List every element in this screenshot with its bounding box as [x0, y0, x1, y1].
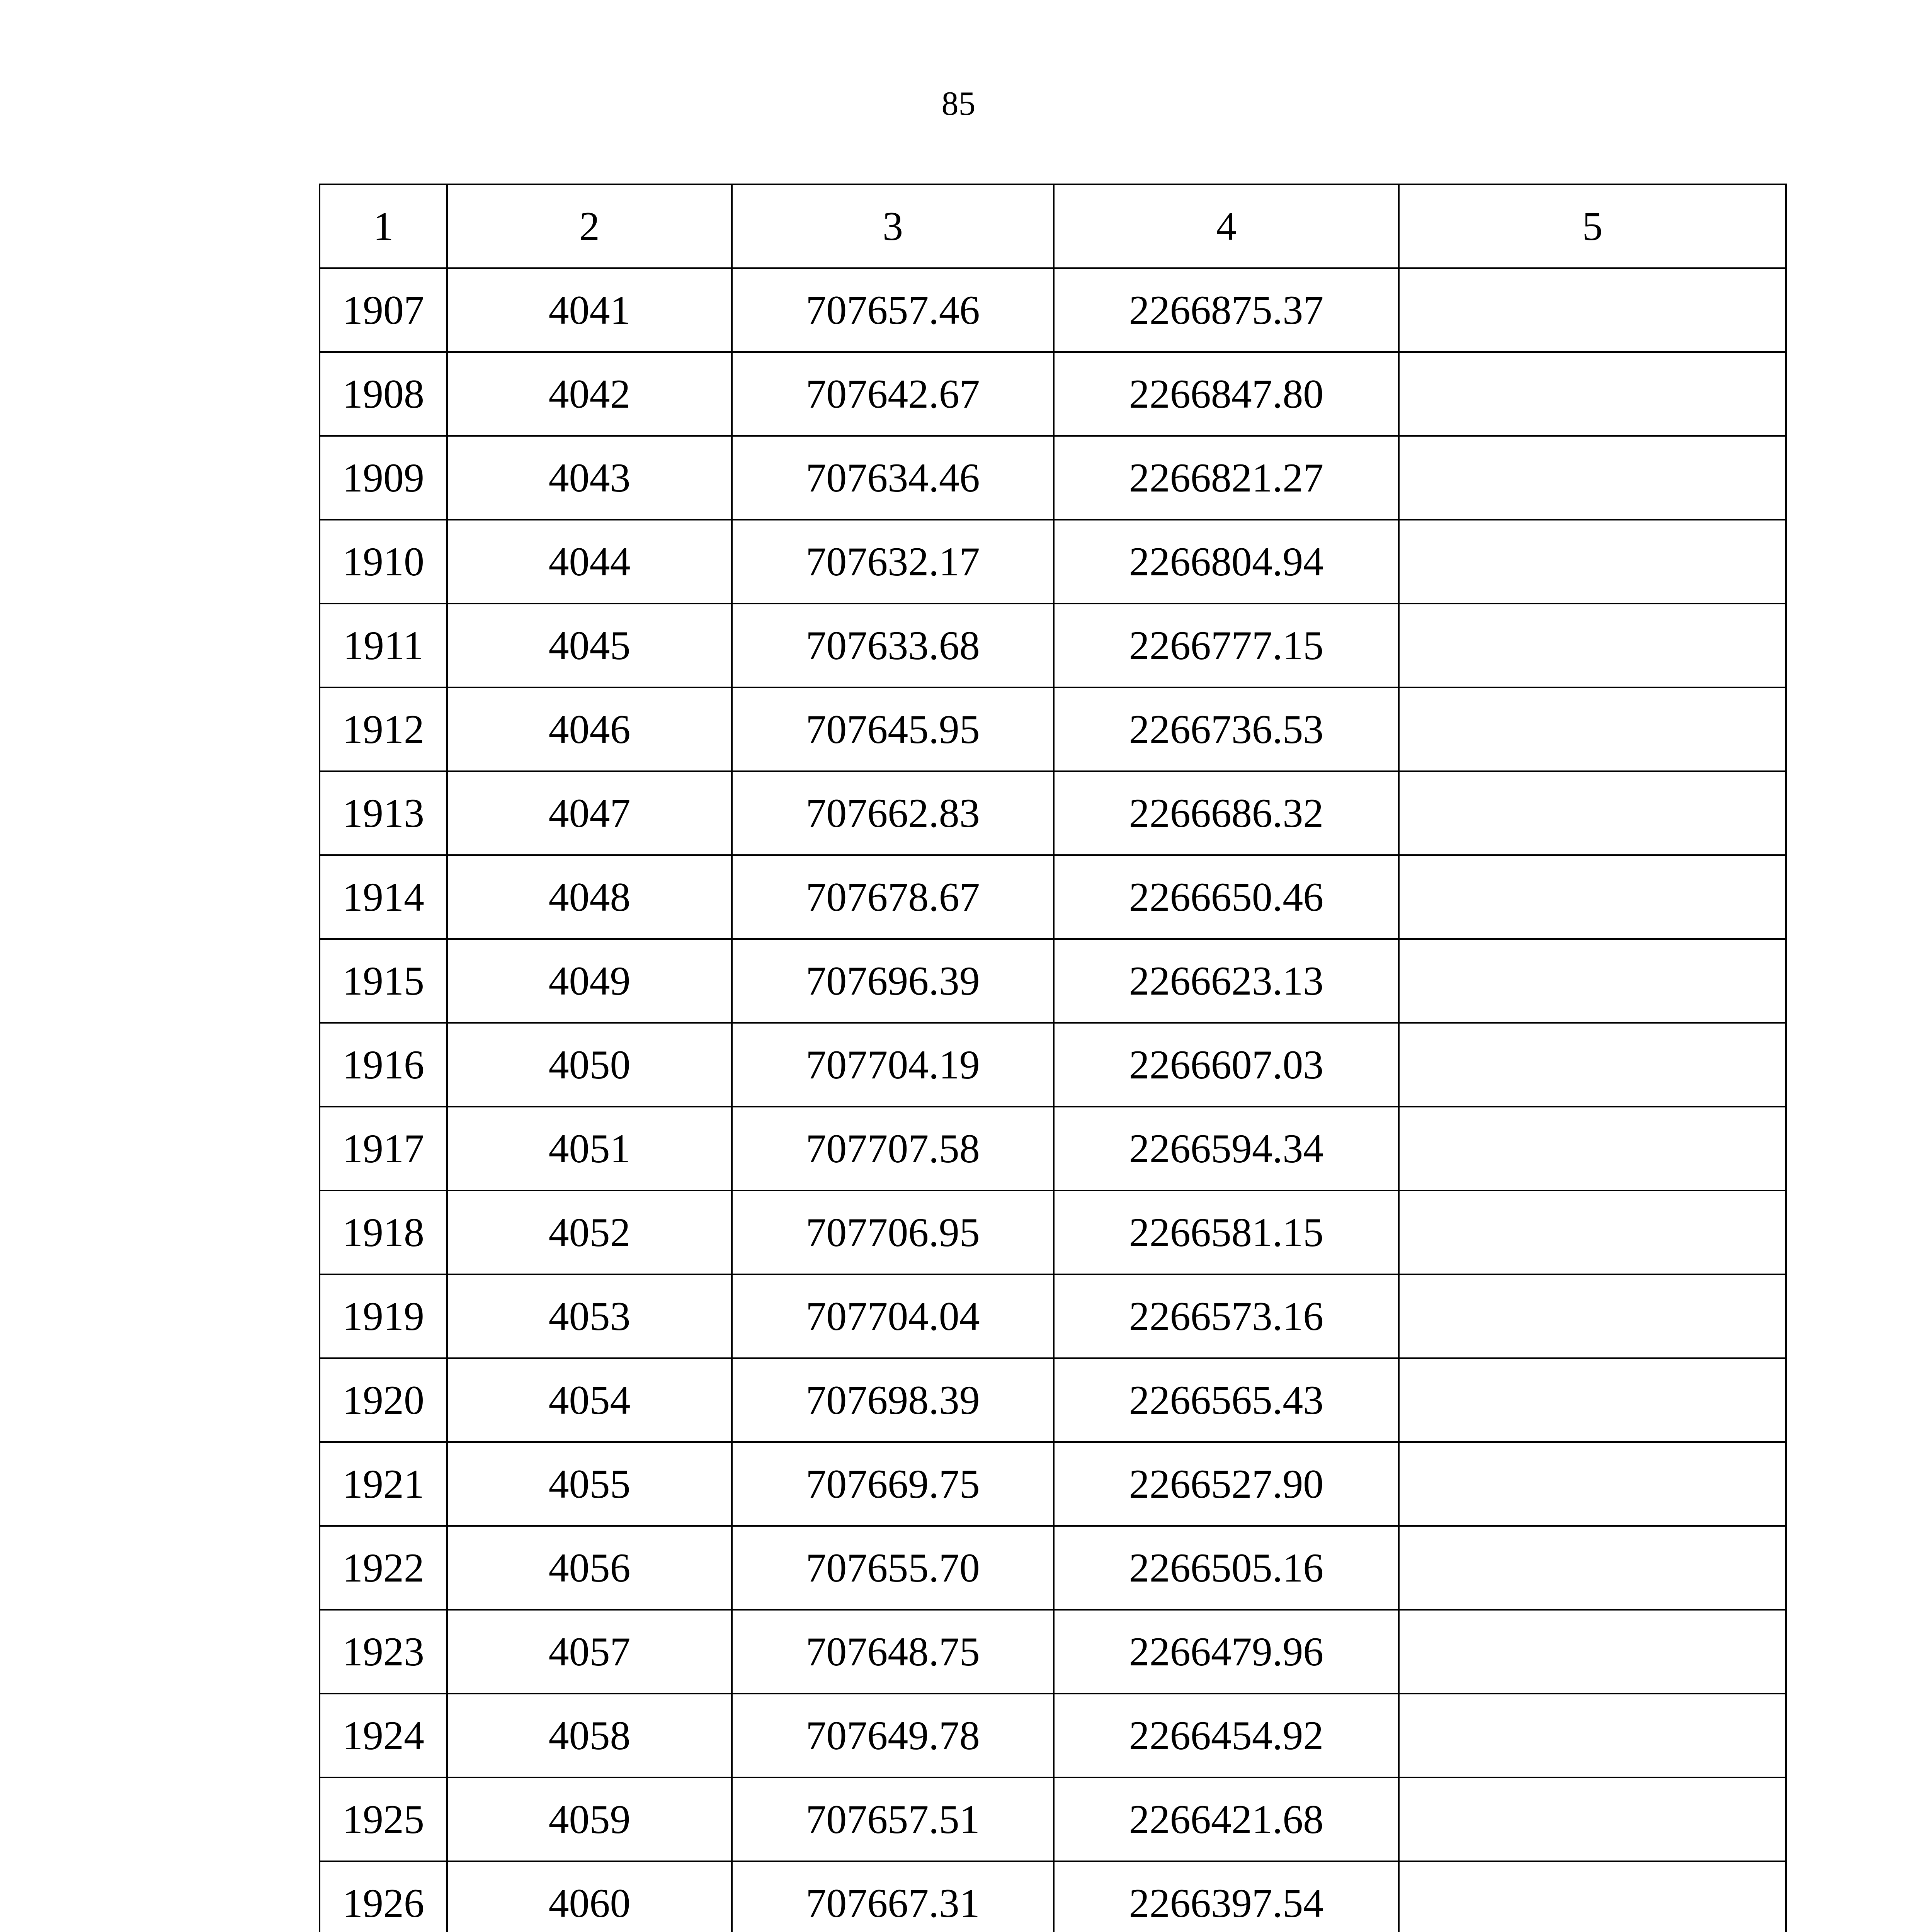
note-cell: [1399, 855, 1786, 939]
y-coordinate-cell: 2266847.80: [1054, 352, 1399, 436]
y-coordinate-cell: 2266804.94: [1054, 520, 1399, 604]
table-row: [320, 1610, 1786, 1694]
x-coordinate-cell: 707696.39: [732, 939, 1054, 1023]
table-body: [320, 184, 1786, 1932]
note-cell: [1399, 1274, 1786, 1358]
table-row: [320, 1190, 1786, 1274]
row-number-cell: 1923: [320, 1610, 447, 1694]
note-cell: [1399, 1358, 1786, 1442]
table-row: [320, 1442, 1786, 1526]
x-coordinate-cell: 707704.04: [732, 1274, 1054, 1358]
note-cell: [1399, 1023, 1786, 1107]
point-number-cell: 4050: [447, 1023, 732, 1107]
x-coordinate-cell: 707632.17: [732, 520, 1054, 604]
point-number-cell: 4056: [447, 1526, 732, 1610]
header-cell-3: 3: [732, 184, 1054, 268]
y-coordinate-cell: 2266686.32: [1054, 771, 1399, 855]
y-coordinate-cell: 2266650.46: [1054, 855, 1399, 939]
x-coordinate-cell: 707707.58: [732, 1107, 1054, 1190]
y-coordinate-cell: 2266581.15: [1054, 1190, 1399, 1274]
y-coordinate-cell: 2266821.27: [1054, 436, 1399, 520]
note-cell: [1399, 1442, 1786, 1526]
table-row: [320, 855, 1786, 939]
note-cell: [1399, 687, 1786, 771]
row-number-cell: 1925: [320, 1777, 447, 1861]
row-number-cell: 1908: [320, 352, 447, 436]
table-row: [320, 939, 1786, 1023]
point-number-cell: 4048: [447, 855, 732, 939]
table-row: [320, 1274, 1786, 1358]
y-coordinate-cell: 2266479.96: [1054, 1610, 1399, 1694]
table-row: [320, 268, 1786, 352]
point-number-cell: 4047: [447, 771, 732, 855]
y-coordinate-cell: 2266573.16: [1054, 1274, 1399, 1358]
row-number-cell: 1922: [320, 1526, 447, 1610]
note-cell: [1399, 1694, 1786, 1777]
row-number-cell: 1921: [320, 1442, 447, 1526]
y-coordinate-cell: 2266623.13: [1054, 939, 1399, 1023]
note-cell: [1399, 1107, 1786, 1190]
point-number-cell: 4044: [447, 520, 732, 604]
table-row: [320, 604, 1786, 687]
table-row: [320, 1358, 1786, 1442]
y-coordinate-cell: 2266454.92: [1054, 1694, 1399, 1777]
point-number-cell: 4042: [447, 352, 732, 436]
y-coordinate-cell: 2266736.53: [1054, 687, 1399, 771]
x-coordinate-cell: 707706.95: [732, 1190, 1054, 1274]
row-number-cell: 1915: [320, 939, 447, 1023]
note-cell: [1399, 1861, 1786, 1932]
y-coordinate-cell: 2266505.16: [1054, 1526, 1399, 1610]
point-number-cell: 4051: [447, 1107, 732, 1190]
row-number-cell: 1918: [320, 1190, 447, 1274]
note-cell: [1399, 1190, 1786, 1274]
row-number-cell: 1910: [320, 520, 447, 604]
row-number-cell: 1919: [320, 1274, 447, 1358]
y-coordinate-cell: 2266527.90: [1054, 1442, 1399, 1526]
point-number-cell: 4060: [447, 1861, 732, 1932]
y-coordinate-cell: 2266607.03: [1054, 1023, 1399, 1107]
table-row: [320, 520, 1786, 604]
note-cell: [1399, 1777, 1786, 1861]
row-number-cell: 1909: [320, 436, 447, 520]
table-row: [320, 1526, 1786, 1610]
note-cell: [1399, 352, 1786, 436]
x-coordinate-cell: 707667.31: [732, 1861, 1054, 1932]
point-number-cell: 4046: [447, 687, 732, 771]
x-coordinate-cell: 707657.51: [732, 1777, 1054, 1861]
note-cell: [1399, 436, 1786, 520]
y-coordinate-cell: 2266397.54: [1054, 1861, 1399, 1932]
point-number-cell: 4058: [447, 1694, 732, 1777]
point-number-cell: 4057: [447, 1610, 732, 1694]
x-coordinate-cell: 707698.39: [732, 1358, 1054, 1442]
row-number-cell: 1926: [320, 1861, 447, 1932]
row-number-cell: 1924: [320, 1694, 447, 1777]
table-row: [320, 687, 1786, 771]
table-row: [320, 1023, 1786, 1107]
x-coordinate-cell: 707648.75: [732, 1610, 1054, 1694]
point-number-cell: 4045: [447, 604, 732, 687]
table-header-row: [320, 184, 1786, 268]
row-number-cell: 1913: [320, 771, 447, 855]
row-number-cell: 1911: [320, 604, 447, 687]
point-number-cell: 4053: [447, 1274, 732, 1358]
note-cell: [1399, 771, 1786, 855]
point-number-cell: 4049: [447, 939, 732, 1023]
point-number-cell: 4054: [447, 1358, 732, 1442]
point-number-cell: 4059: [447, 1777, 732, 1861]
note-cell: [1399, 1610, 1786, 1694]
point-number-cell: 4043: [447, 436, 732, 520]
note-cell: [1399, 1526, 1786, 1610]
row-number-cell: 1914: [320, 855, 447, 939]
table-row: [320, 1861, 1786, 1932]
x-coordinate-cell: 707642.67: [732, 352, 1054, 436]
row-number-cell: 1917: [320, 1107, 447, 1190]
y-coordinate-cell: 2266565.43: [1054, 1358, 1399, 1442]
x-coordinate-cell: 707649.78: [732, 1694, 1054, 1777]
x-coordinate-cell: 707669.75: [732, 1442, 1054, 1526]
point-number-cell: 4041: [447, 268, 732, 352]
note-cell: [1399, 268, 1786, 352]
note-cell: [1399, 604, 1786, 687]
x-coordinate-cell: 707704.19: [732, 1023, 1054, 1107]
coordinates-table: [319, 184, 1787, 1932]
note-cell: [1399, 520, 1786, 604]
x-coordinate-cell: 707633.68: [732, 604, 1054, 687]
y-coordinate-cell: 2266777.15: [1054, 604, 1399, 687]
table-row: [320, 1107, 1786, 1190]
y-coordinate-cell: 2266594.34: [1054, 1107, 1399, 1190]
note-cell: [1399, 939, 1786, 1023]
table-row: [320, 1694, 1786, 1777]
header-cell-1: 1: [320, 184, 447, 268]
point-number-cell: 4052: [447, 1190, 732, 1274]
row-number-cell: 1912: [320, 687, 447, 771]
x-coordinate-cell: 707657.46: [732, 268, 1054, 352]
x-coordinate-cell: 707678.67: [732, 855, 1054, 939]
header-cell-2: 2: [447, 184, 732, 268]
x-coordinate-cell: 707662.83: [732, 771, 1054, 855]
y-coordinate-cell: 2266421.68: [1054, 1777, 1399, 1861]
row-number-cell: 1916: [320, 1023, 447, 1107]
table-row: [320, 436, 1786, 520]
x-coordinate-cell: 707634.46: [732, 436, 1054, 520]
table-row: [320, 1777, 1786, 1861]
y-coordinate-cell: 2266875.37: [1054, 268, 1399, 352]
table-row: [320, 771, 1786, 855]
header-cell-5: 5: [1399, 184, 1786, 268]
x-coordinate-cell: 707655.70: [732, 1526, 1054, 1610]
table-row: [320, 352, 1786, 436]
row-number-cell: 1907: [320, 268, 447, 352]
page-number: 85: [941, 85, 976, 122]
row-number-cell: 1920: [320, 1358, 447, 1442]
x-coordinate-cell: 707645.95: [732, 687, 1054, 771]
point-number-cell: 4055: [447, 1442, 732, 1526]
header-cell-4: 4: [1054, 184, 1399, 268]
